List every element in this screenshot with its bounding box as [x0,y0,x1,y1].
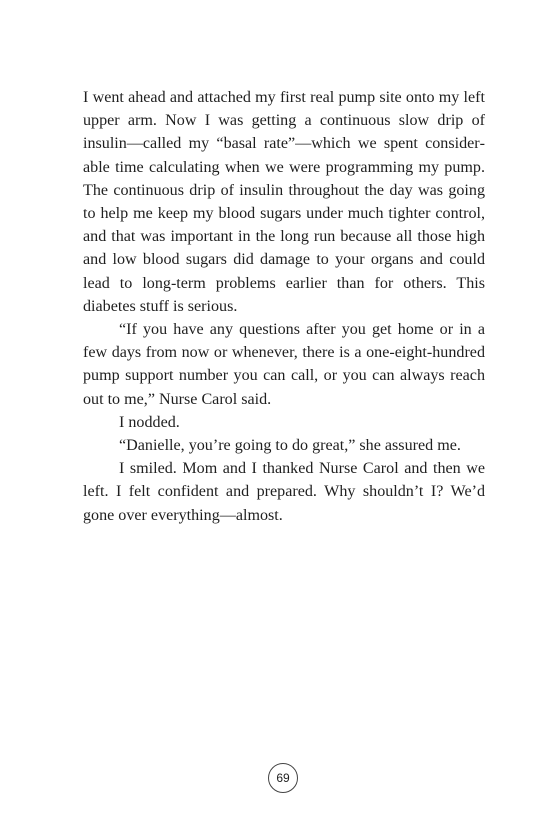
paragraph-basal-rate: I went ahead and attached my first real pump site onto my left upper arm. Now I was getting a continuous slow drip of insulin—called my “basal rate”—which we spent considerable time calculating when we were programming my pump. The continuous drip of insulin throughout the day was going to help me keep my blood sugars under much tighter control, and that was important in the long run because all those high and low blood sugars did damage to your organs and could lead to long-term problems earlier than for others. This diabetes stuff is serious. [83,89,485,315]
paragraph-leaving: I smiled. Mom and I thanked Nurse Carol and then we left. I felt confident and prepared. Why shouldn’t I? We’d gone over everything—almost. [83,460,485,524]
paragraph-assurance: “Danielle, you’re going to do great,” she assured me. [119,437,461,455]
page-number: 69 [276,771,290,785]
body-text [83,86,485,527]
paragraph-support-number: “If you have any questions after you get home or in a few days from now or whenever, there is a one-eight-hundred pump support number you can call, or you can always reach out to me,” Nurse Carol said. [83,321,485,408]
page-number-badge [268,763,298,793]
paragraph-nodded: I nodded. [119,413,180,431]
